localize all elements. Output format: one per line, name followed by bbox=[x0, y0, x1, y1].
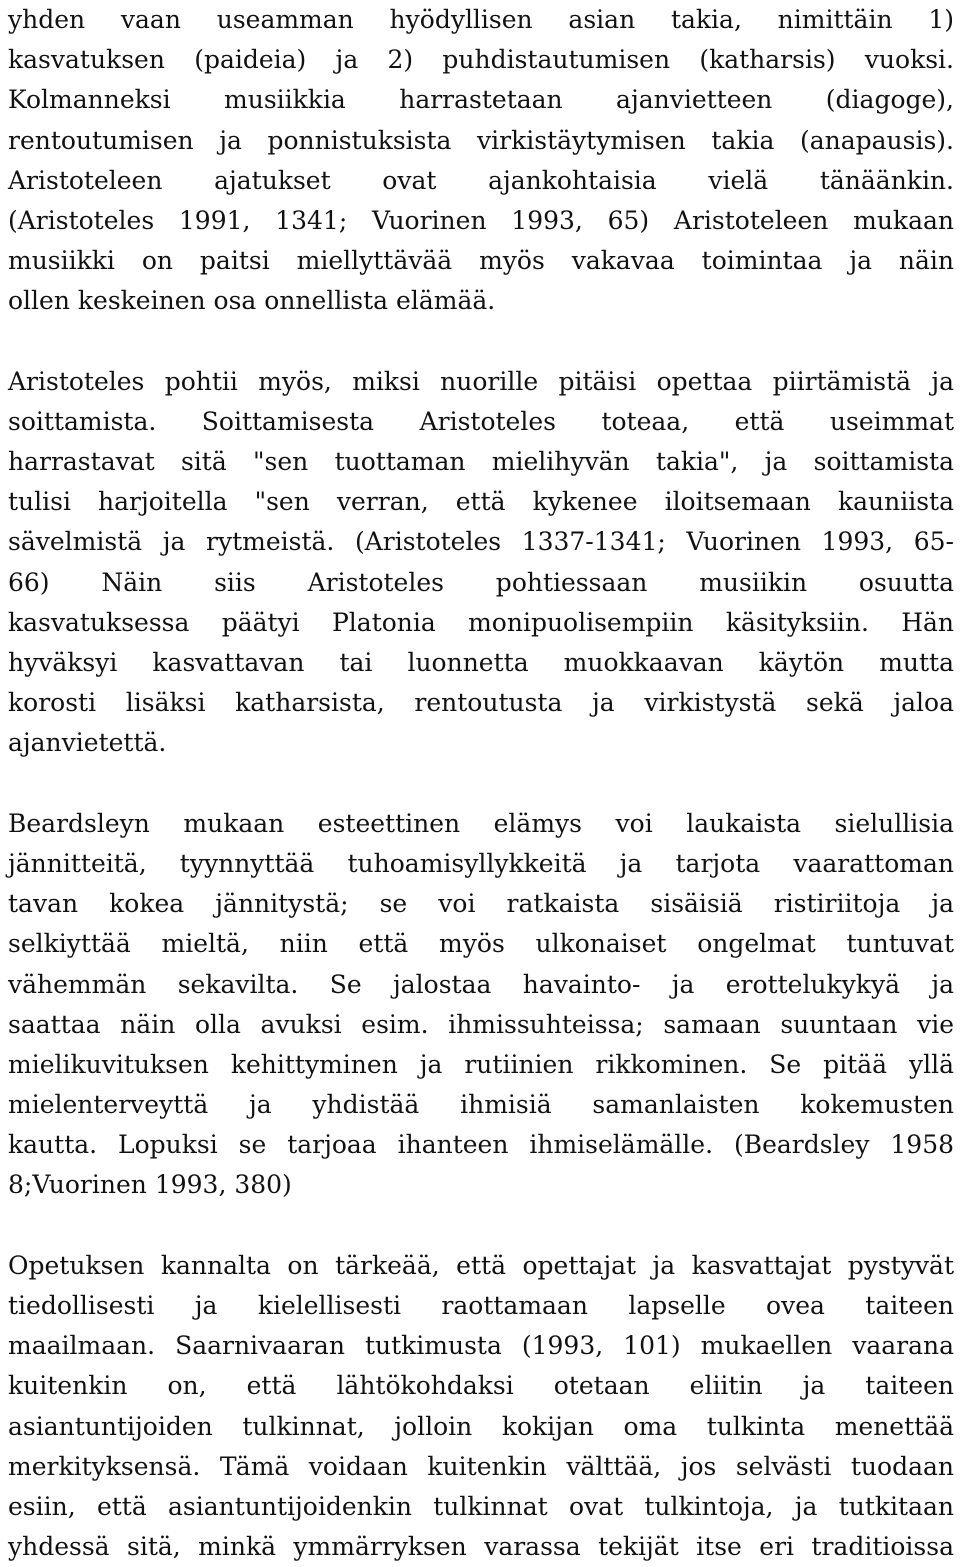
text-line: korosti lisäksi katharsista, rentoutusta ja virkistystä sekä jaloa bbox=[8, 688, 954, 718]
text-line: saattaa näin olla avuksi esim. ihmissuhteissa; samaan suuntaan vie bbox=[8, 1009, 954, 1039]
text-line: soittamista. Soittamisesta Aristoteles toteaa, että useimmat bbox=[8, 406, 954, 436]
text-line: Aristoteleen ajatukset ovat ajankohtaisia vielä tänäänkin. bbox=[8, 165, 954, 195]
text-line: selkiyttää mieltä, niin että myös ulkonaiset ongelmat tuntuvat bbox=[8, 929, 954, 959]
paragraph-gap bbox=[8, 764, 954, 804]
text-line: harrastavat sitä "sen tuottaman mielihyvän takia", ja soittamista bbox=[8, 447, 954, 477]
text-line: 8;Vuorinen 1993, 380) bbox=[8, 1170, 292, 1200]
text-line: yhdessä sitä, minkä ymmärryksen varassa tekijät itse eri traditioissa bbox=[8, 1532, 954, 1562]
text-line: tavan kokea jännitystä; se voi ratkaista sisäisiä ristiriitoja ja bbox=[8, 889, 954, 919]
paragraph-aristotle-music-purposes bbox=[8, 0, 954, 322]
text-line: kasvatuksessa päätyi Platonia monipuolisempiin käsityksiin. Hän bbox=[8, 607, 954, 637]
text-line: yhden vaan useamman hyödyllisen asian takia, nimittäin 1) bbox=[8, 5, 954, 34]
text-line: musiikki on paitsi miellyttävää myös vakavaa toimintaa ja näin bbox=[8, 246, 954, 276]
text-line: mielikuvituksen kehittyminen ja rutiinien rikkominen. Se pitää yllä bbox=[8, 1049, 954, 1079]
text-line: asiantuntijoiden tulkinnat, jolloin kokijan oma tulkinta menettää bbox=[8, 1411, 954, 1441]
text-line: esiin, että asiantuntijoidenkin tulkinnat ovat tulkintoja, ja tutkitaan bbox=[8, 1491, 954, 1521]
text-line: kasvatuksen (paideia) ja 2) puhdistautumisen (katharsis) vuoksi. bbox=[8, 45, 954, 75]
text-line: hyväksyi kasvattavan tai luonnetta muokkaavan käytön mutta bbox=[8, 648, 954, 677]
text-line: Kolmanneksi musiikkia harrastetaan ajanvietteen (diagoge), bbox=[8, 85, 954, 115]
text-line: (Aristoteles 1991, 1341; Vuorinen 1993, 65) Aristoteleen mukaan bbox=[8, 205, 954, 235]
text-line: jännitteitä, tyynnyttää tuhoamisyllykkeitä ja tarjota vaarattoman bbox=[8, 848, 954, 878]
text-line: tulisi harjoitella "sen verran, että kykenee iloitsemaan kauniista bbox=[8, 487, 954, 517]
paragraph-gap bbox=[8, 1206, 954, 1246]
paragraph-aristotle-playing bbox=[8, 362, 954, 764]
document-page bbox=[8, 0, 954, 1567]
text-line: kuitenkin on, että lähtökohdaksi otetaan eliitin ja taiteen bbox=[8, 1371, 954, 1401]
text-line: Beardsleyn mukaan esteettinen elämys voi laukaista sielullisia bbox=[8, 808, 954, 838]
text-line: mielenterveyttä ja yhdistää ihmisiä samanlaisten kokemusten bbox=[8, 1090, 954, 1120]
text-line: ollen keskeinen osa onnellista elämää. bbox=[8, 286, 496, 316]
text-line: rentoutumisen ja ponnistuksista virkistäytymisen takia (anapausis). bbox=[8, 125, 954, 155]
text-line: maailmaan. Saarnivaaran tutkimusta (1993, 101) mukaellen vaarana bbox=[8, 1331, 954, 1361]
text-line: tiedollisesti ja kielellisesti raottamaan lapselle ovea taiteen bbox=[8, 1291, 954, 1320]
text-line: Opetuksen kannalta on tärkeää, että opettajat ja kasvattajat pystyvät bbox=[8, 1250, 954, 1280]
text-line: sävelmistä ja rytmeistä. (Aristoteles 1337-1341; Vuorinen 1993, 65- bbox=[8, 527, 954, 557]
paragraph-gap bbox=[8, 322, 954, 362]
text-line: merkityksensä. Tämä voidaan kuitenkin välttää, jos selvästi tuodaan bbox=[8, 1451, 954, 1481]
paragraph-teaching bbox=[8, 1246, 954, 1567]
text-line: 66) Näin siis Aristoteles pohtiessaan musiikin osuutta bbox=[8, 567, 954, 597]
text-line: kautta. Lopuksi se tarjoaa ihanteen ihmiselämälle. (Beardsley 1958 bbox=[8, 1130, 954, 1160]
paragraph-beardsley bbox=[8, 804, 954, 1206]
text-line: Aristoteles pohtii myös, miksi nuorille pitäisi opettaa piirtämistä ja bbox=[8, 366, 954, 396]
text-line: ajanvietettä. bbox=[8, 728, 167, 758]
text-line: vähemmän sekavilta. Se jalostaa havainto- ja erottelukykyä ja bbox=[8, 969, 954, 999]
